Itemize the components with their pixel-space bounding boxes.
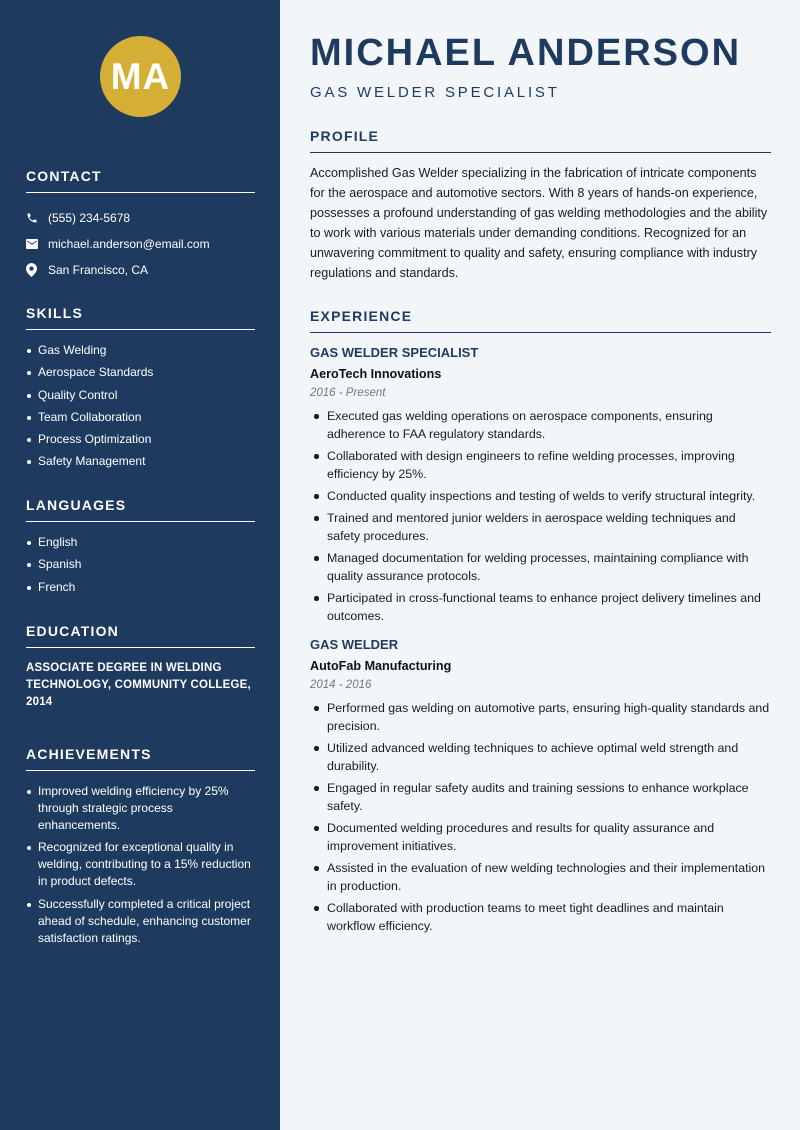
job-bullet: Collaborated with design engineers to refine welding processes, improving efficiency by 25%. [310, 447, 771, 483]
contact-section [26, 168, 255, 283]
job-bullet: Performed gas welding on automotive parts, ensuring high-quality standards and precision. [310, 699, 771, 735]
achievement-item: Successfully completed a critical project ahead of schedule, enhancing customer satisfaction ratings. [26, 896, 255, 947]
language-item: English [26, 534, 255, 551]
contact-location [26, 257, 255, 283]
job-role: GAS WELDER SPECIALIST [310, 345, 479, 360]
language-item: French [26, 579, 255, 596]
job-entry [310, 637, 771, 935]
job-bullet: Documented welding procedures and results for quality assurance and improvement initiatives. [310, 819, 771, 855]
skills-heading: SKILLS [26, 305, 255, 330]
profile-text: Accomplished Gas Welder specializing in the fabrication of intricate components for the aerospace and automotive sectors. With 8 years of hands-on experience, possesses a profound understanding of gas welding methodologies and the ability to work with various materials under demanding conditions. Recognized for an unwavering commitment to quality and safety, ensuring compliance with industry regulations and standards. [310, 166, 768, 280]
skills-section [26, 305, 255, 476]
skill-item: Gas Welding [26, 342, 255, 359]
job-bullet: Engaged in regular safety audits and training sessions to enhance workplace safety. [310, 779, 771, 815]
job-role: GAS WELDER [310, 637, 399, 652]
profile-heading: PROFILE [310, 128, 771, 153]
achievement-item: Improved welding efficiency by 25% through strategic process enhancements. [26, 783, 255, 834]
job-bullet: Assisted in the evaluation of new welding technologies and their implementation in production. [310, 859, 771, 895]
job-bullet: Executed gas welding operations on aerospace components, ensuring adherence to FAA regulatory standards. [310, 407, 771, 443]
profile-section [310, 128, 771, 283]
sidebar [0, 0, 280, 1130]
skill-item: Process Optimization [26, 431, 255, 448]
achievements-heading: ACHIEVEMENTS [26, 746, 255, 771]
mail-icon [26, 239, 48, 249]
skill-item: Quality Control [26, 387, 255, 404]
job-dates: 2014 - 2016 [310, 679, 372, 691]
job-bullets [310, 407, 771, 625]
phone-text[interactable]: (555) 234-5678 [48, 211, 131, 225]
contact-heading: CONTACT [26, 168, 255, 193]
job-bullet: Utilized advanced welding techniques to achieve optimal weld strength and durability. [310, 739, 771, 775]
job-dates: 2016 - Present [310, 387, 386, 399]
experience-heading: EXPERIENCE [310, 308, 771, 333]
achievements-list [26, 783, 255, 947]
languages-list [26, 534, 255, 596]
contact-email [26, 231, 255, 257]
email-text[interactable]: michael.anderson@email.com [48, 237, 210, 251]
skills-list [26, 342, 255, 470]
language-item: Spanish [26, 556, 255, 573]
job-bullet: Conducted quality inspections and testing of welds to verify structural integrity. [310, 487, 771, 505]
experience-section [310, 308, 771, 939]
avatar: MA [100, 36, 181, 117]
languages-heading: LANGUAGES [26, 497, 255, 522]
job-bullet: Collaborated with production teams to meet tight deadlines and maintain workflow efficiency. [310, 899, 771, 935]
job-company: AutoFab Manufacturing [310, 659, 452, 673]
candidate-title: GAS WELDER SPECIALIST [310, 84, 560, 101]
skill-item: Aerospace Standards [26, 364, 255, 381]
education-heading: EDUCATION [26, 623, 255, 648]
skill-item: Safety Management [26, 453, 255, 470]
achievement-item: Recognized for exceptional quality in welding, contributing to a 15% reduction in product defects. [26, 839, 255, 890]
languages-section [26, 497, 255, 601]
candidate-name: MICHAEL ANDERSON [310, 32, 742, 74]
job-bullet: Managed documentation for welding processes, maintaining compliance with quality assurance protocols. [310, 549, 771, 585]
job-entry [310, 345, 771, 625]
location-pin-icon [26, 263, 48, 277]
job-bullet: Trained and mentored junior welders in aerospace welding techniques and safety procedures. [310, 509, 771, 545]
job-bullets [310, 699, 771, 935]
job-company: AeroTech Innovations [310, 367, 442, 381]
job-bullet: Participated in cross-functional teams to enhance project delivery timelines and outcomes. [310, 589, 771, 625]
contact-phone [26, 205, 255, 231]
phone-icon [26, 212, 48, 224]
achievements-section [26, 746, 255, 952]
location-text: San Francisco, CA [48, 263, 149, 277]
skill-item: Team Collaboration [26, 409, 255, 426]
education-entry: ASSOCIATE DEGREE IN WELDING TECHNOLOGY, COMMUNITY COLLEGE, 2014 [26, 662, 251, 708]
education-section [26, 623, 255, 711]
